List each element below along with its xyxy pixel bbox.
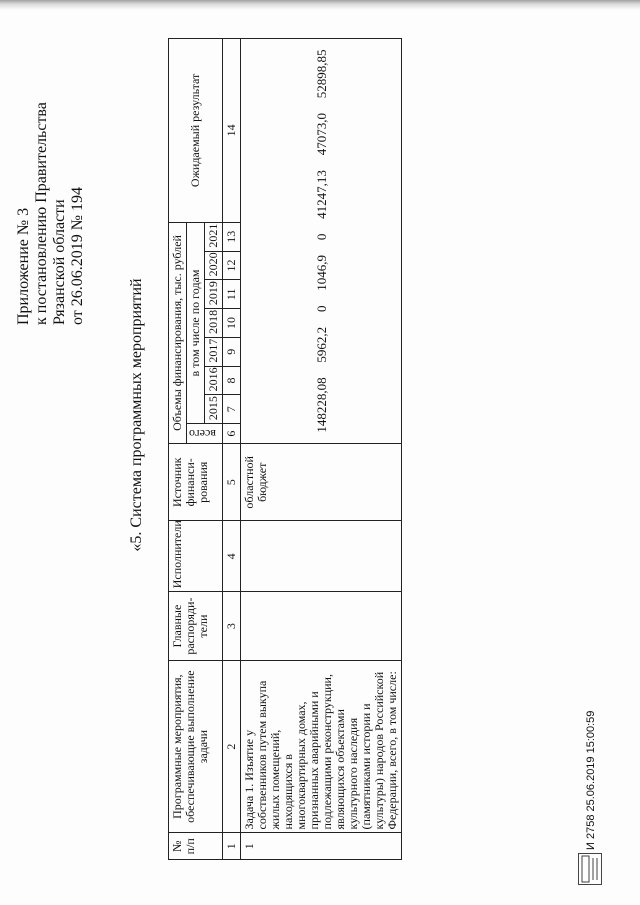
- column-index: 6: [223, 424, 241, 444]
- column-index: 12: [223, 251, 241, 280]
- program-measures-table: [168, 38, 402, 860]
- header-total-label: всего: [189, 427, 217, 442]
- column-index: 10: [223, 309, 241, 338]
- header-executors: Исполнители: [169, 521, 223, 592]
- header-year-2019: 2019: [205, 280, 223, 309]
- header-row-1: [169, 39, 187, 860]
- header-year-2018: 2018: [205, 309, 223, 338]
- header-total: [187, 424, 223, 444]
- value-2019-2020: 0: [313, 233, 329, 241]
- column-index-row: [223, 39, 241, 860]
- source-cell: областной бюджет: [241, 444, 402, 521]
- registration-stamp-icon: [578, 853, 602, 885]
- column-index: 11: [223, 280, 241, 309]
- executor-cell: [241, 521, 402, 592]
- appendix-line-3: Рязанской области: [51, 199, 68, 325]
- header-funding: Объемы финансирования, тыс. рублей: [169, 222, 187, 443]
- header-year-2016: 2016: [205, 366, 223, 395]
- header-year-2021: 2021: [205, 222, 223, 251]
- value-2015: 5962,2: [313, 326, 329, 363]
- header-measures: Программные мероприятия, обеспечивающие выполнение задачи: [169, 660, 223, 833]
- header-year-2015: 2015: [205, 395, 223, 424]
- appendix-line-2: к постановлению Правительства: [33, 102, 50, 325]
- column-index: 1: [223, 833, 241, 860]
- appendix-header: [15, 15, 87, 325]
- column-index: 2: [223, 660, 241, 833]
- registration-number: И 2758 25.06.2019 15:00:59: [585, 710, 597, 850]
- value-2023: 52898,85: [313, 49, 329, 99]
- total-value: 148228,08: [313, 377, 329, 433]
- column-index: 13: [223, 222, 241, 251]
- column-index: 3: [223, 592, 241, 661]
- column-index: 5: [223, 444, 241, 521]
- section-title: «5. Система программных мероприятий: [128, 278, 145, 552]
- header-source: Источник финанси-рования: [169, 444, 223, 521]
- column-index: 14: [223, 39, 241, 223]
- value-2022: 47073,0: [313, 113, 329, 156]
- column-index: 8: [223, 366, 241, 395]
- manager-cell: [241, 592, 402, 661]
- header-managers: Главные распоряди-тели: [169, 592, 223, 661]
- value-2021: 41247,13: [313, 170, 329, 219]
- appendix-line-4: от 26.06.2019 № 194: [69, 186, 86, 325]
- header-year-2017: 2017: [205, 337, 223, 366]
- row-number: 1: [241, 833, 402, 860]
- column-index: 4: [223, 521, 241, 592]
- value-2016-2017: 0: [313, 305, 329, 313]
- table-row: [241, 39, 402, 860]
- header-year-2020: 2020: [205, 251, 223, 280]
- value-2018: 1046,9: [313, 254, 329, 291]
- header-no: № п/п: [169, 833, 223, 860]
- column-index: 7: [223, 395, 241, 424]
- appendix-line-1: Приложение № 3: [15, 207, 32, 325]
- measure-text: Задача 1. Изъятие у собственников путем выкупа жилых помещений, находящихся в многоквартирных домах, признанных аварийными и подлежащими реконструкции, являющихся объектами культурного наследия (памятниками истории и культуры) народов Российской Федерации, всего, в том числе:: [241, 660, 402, 833]
- header-result: Ожидаемый результат: [169, 39, 223, 223]
- funding-values: [241, 39, 402, 444]
- column-index: 9: [223, 337, 241, 366]
- header-by-years: в том числе по годам: [187, 222, 205, 423]
